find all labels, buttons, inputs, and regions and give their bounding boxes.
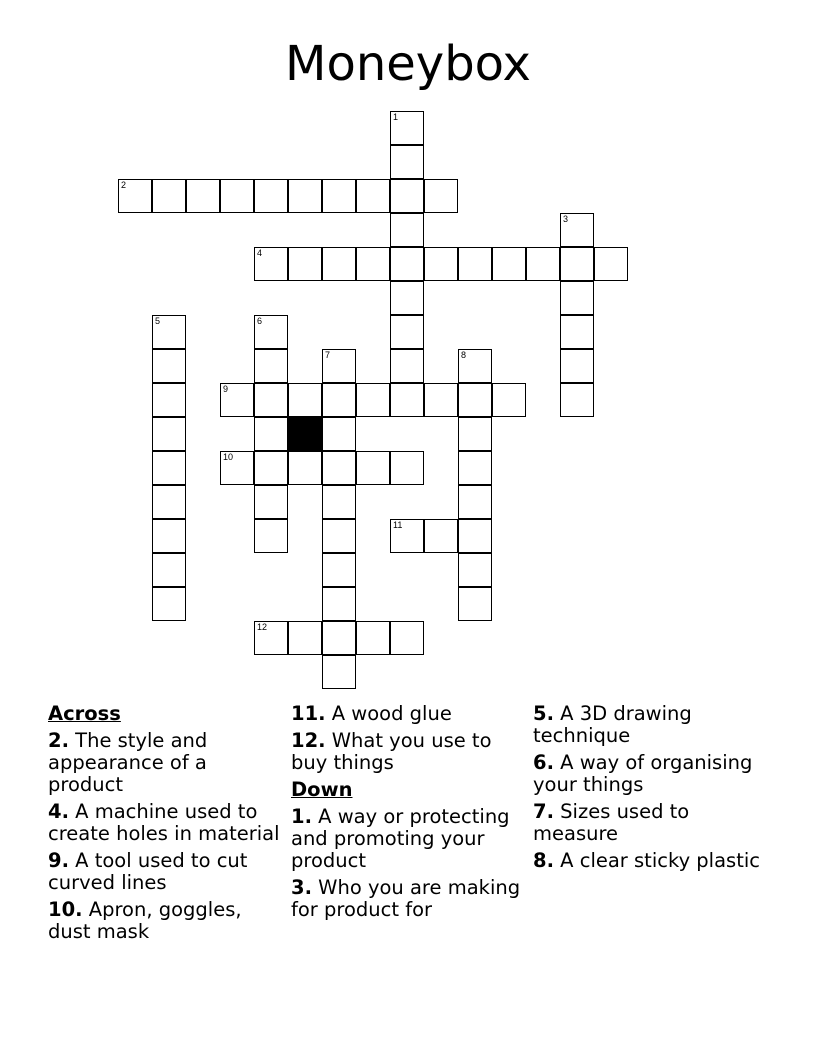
clue-item-number: 5.: [533, 702, 554, 725]
clue-item: [533, 752, 773, 796]
clue-item-number: 9.: [48, 849, 69, 872]
clue-item: [48, 850, 288, 894]
clue-number: 6: [257, 316, 263, 326]
grid-cell[interactable]: [152, 417, 186, 451]
grid-cell[interactable]: [288, 451, 322, 485]
clue-item-number: 4.: [48, 800, 69, 823]
grid-cell[interactable]: [458, 417, 492, 451]
clues-column-3: [533, 703, 773, 877]
grid-cell[interactable]: [322, 417, 356, 451]
clue-item: [48, 899, 288, 943]
grid-cell[interactable]: [322, 587, 356, 621]
grid-cell[interactable]: [322, 247, 356, 281]
grid-cell[interactable]: [322, 179, 356, 213]
clue-number: 8: [461, 350, 467, 360]
grid-cell[interactable]: [458, 349, 492, 383]
clue-item: [533, 703, 773, 747]
grid-cell[interactable]: [254, 621, 288, 655]
grid-cell[interactable]: [458, 553, 492, 587]
grid-cell[interactable]: [390, 111, 424, 145]
grid-cell[interactable]: [560, 247, 594, 281]
clues-column-2: [291, 703, 531, 926]
grid-cell[interactable]: [492, 383, 526, 417]
grid-cell[interactable]: [288, 247, 322, 281]
grid-cell[interactable]: [356, 247, 390, 281]
grid-cell[interactable]: [322, 553, 356, 587]
clue-number: 1: [393, 112, 399, 122]
grid-cell[interactable]: [390, 451, 424, 485]
grid-cell[interactable]: [458, 485, 492, 519]
grid-cell[interactable]: [560, 315, 594, 349]
clue-item: [48, 801, 288, 845]
clue-number: 2: [121, 180, 127, 190]
grid-cell[interactable]: [254, 349, 288, 383]
clue-number: 5: [155, 316, 161, 326]
grid-cell[interactable]: [356, 383, 390, 417]
grid-cell[interactable]: [322, 383, 356, 417]
grid-cell[interactable]: [288, 179, 322, 213]
grid-cell[interactable]: [322, 349, 356, 383]
clue-number: 11: [393, 520, 403, 530]
grid-cell[interactable]: [390, 179, 424, 213]
clue-item-number: 12.: [291, 729, 326, 752]
clue-number: 12: [257, 622, 268, 632]
grid-cell[interactable]: [390, 145, 424, 179]
grid-cell[interactable]: [560, 383, 594, 417]
grid-cell[interactable]: [492, 247, 526, 281]
clue-item-number: 8.: [533, 849, 554, 872]
across-heading: Across: [48, 702, 121, 725]
grid-cell[interactable]: [390, 247, 424, 281]
grid-cell[interactable]: [458, 383, 492, 417]
grid-cell[interactable]: [390, 349, 424, 383]
clue-item-text: A wood glue: [325, 702, 452, 725]
grid-cell[interactable]: [560, 349, 594, 383]
clue-item: [291, 730, 531, 774]
grid-cell[interactable]: [424, 519, 458, 553]
grid-cell[interactable]: [288, 621, 322, 655]
clue-item-text: A tool used to cut curved lines: [48, 849, 248, 894]
grid-cell[interactable]: [254, 417, 288, 451]
clue-item-text: A clear sticky plastic: [553, 849, 760, 872]
across-clue-list-continued: [291, 703, 531, 774]
grid-cell[interactable]: [118, 179, 152, 213]
grid-cell[interactable]: [356, 179, 390, 213]
grid-cell[interactable]: [390, 315, 424, 349]
grid-cell[interactable]: [254, 247, 288, 281]
grid-cell[interactable]: [288, 383, 322, 417]
grid-cell[interactable]: [424, 179, 458, 213]
clue-item-text: A way or protecting and promoting your product: [291, 805, 510, 872]
clue-item: [48, 730, 288, 796]
down-clue-list: [291, 806, 531, 921]
grid-cell[interactable]: [254, 451, 288, 485]
grid-cell[interactable]: [458, 519, 492, 553]
clue-item-number: 2.: [48, 729, 69, 752]
clue-number: 7: [325, 350, 331, 360]
grid-cell[interactable]: [322, 451, 356, 485]
clue-item-text: Apron, goggles, dust mask: [48, 898, 242, 943]
grid-cell[interactable]: [152, 383, 186, 417]
grid-cell[interactable]: [424, 247, 458, 281]
grid-cell[interactable]: [254, 485, 288, 519]
clue-item: [291, 703, 531, 725]
grid-cell[interactable]: [152, 587, 186, 621]
clue-item: [291, 806, 531, 872]
grid-cell[interactable]: [152, 553, 186, 587]
clue-number: 4: [257, 248, 263, 258]
clue-item: [533, 850, 773, 872]
grid-cell[interactable]: [152, 519, 186, 553]
grid-cell[interactable]: [220, 179, 254, 213]
clue-item-text: Sizes used to measure: [533, 800, 690, 845]
grid-cell[interactable]: [152, 451, 186, 485]
grid-cell[interactable]: [152, 179, 186, 213]
grid-cell[interactable]: [322, 621, 356, 655]
grid-cell[interactable]: [152, 315, 186, 349]
grid-cell[interactable]: [254, 519, 288, 553]
grid-cell[interactable]: [152, 485, 186, 519]
grid-cell[interactable]: [322, 519, 356, 553]
clue-item-number: 10.: [48, 898, 83, 921]
clue-number: 9: [223, 384, 229, 394]
clue-item-text: The style and appearance of a product: [48, 729, 208, 796]
clue-item-text: What you use to buy things: [291, 729, 492, 774]
grid-cell[interactable]: [526, 247, 560, 281]
grid-cell[interactable]: [390, 621, 424, 655]
grid-cell[interactable]: [356, 451, 390, 485]
grid-cell[interactable]: [356, 621, 390, 655]
grid-cell[interactable]: [186, 179, 220, 213]
grid-cell[interactable]: [390, 281, 424, 315]
grid-cell[interactable]: [152, 349, 186, 383]
grid-cell[interactable]: [390, 383, 424, 417]
clue-item-number: 7.: [533, 800, 554, 823]
grid-cell[interactable]: [220, 451, 254, 485]
puzzle-title: Moneybox: [285, 36, 531, 92]
grid-cell[interactable]: [560, 281, 594, 315]
grid-cell[interactable]: [458, 451, 492, 485]
grid-cell[interactable]: [390, 519, 424, 553]
grid-cell[interactable]: [322, 485, 356, 519]
grid-cell[interactable]: [322, 655, 356, 689]
clue-item-text: Who you are making for product for: [291, 876, 521, 921]
grid-cell[interactable]: [220, 383, 254, 417]
clue-number: 3: [563, 214, 569, 224]
clue-item-text: A machine used to create holes in material: [48, 800, 280, 845]
grid-block: [288, 417, 322, 451]
grid-cell[interactable]: [254, 179, 288, 213]
grid-cell[interactable]: [424, 383, 458, 417]
clue-item-number: 3.: [291, 876, 312, 899]
clue-item: [291, 877, 531, 921]
grid-cell[interactable]: [254, 315, 288, 349]
clue-item-number: 1.: [291, 805, 312, 828]
down-clue-list-continued: [533, 703, 773, 872]
grid-cell[interactable]: [254, 383, 288, 417]
across-clue-list: [48, 730, 288, 943]
grid-cell[interactable]: [390, 213, 424, 247]
clue-item-number: 11.: [291, 702, 326, 725]
grid-cell[interactable]: [594, 247, 628, 281]
clue-item-text: A 3D drawing technique: [533, 702, 692, 747]
clue-item-text: A way of organising your things: [533, 751, 753, 796]
grid-cell[interactable]: [560, 213, 594, 247]
clues-column-1: [48, 703, 288, 948]
clue-number: 10: [223, 452, 234, 462]
down-heading: Down: [291, 778, 353, 801]
grid-cell[interactable]: [458, 247, 492, 281]
grid-cell[interactable]: [458, 587, 492, 621]
clue-item: [533, 801, 773, 845]
clue-item-number: 6.: [533, 751, 554, 774]
